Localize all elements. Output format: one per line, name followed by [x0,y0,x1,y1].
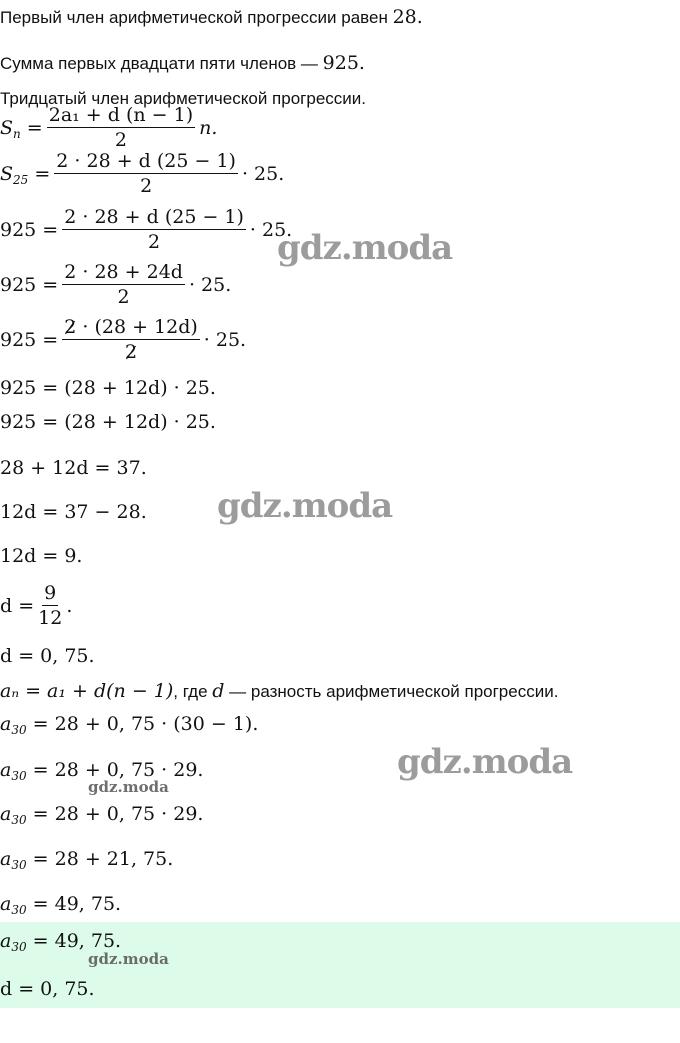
numerator: 2 · 28 + d (25 − 1) [64,206,244,228]
watermark: gdz.moda [88,950,169,968]
watermark: gdz.moda [397,742,573,782]
equation-step-16: $a_{30} = 28 + 0$, 75 · 29. [0,803,204,827]
lhs: 925 = [0,328,59,351]
answer-d: d = 0, 75. [0,978,95,1000]
denominator: 2 [124,341,138,363]
fraction [47,104,195,151]
watermark: gdz.moda [277,228,453,268]
tail: · 25. [241,162,285,185]
intro-text: Первый член арифметической прогрессии равен [0,8,393,27]
tail: · 25. [203,328,247,351]
numerator: 2 · 28 + 24d [64,261,183,283]
formula-sum: $S_n$ = $\frac{\text{2a₁ + d (n − 1)}}{2}$ n. [0,104,218,151]
equation-step-3 [0,206,292,253]
numerator: 2a₁ + d (n − 1) [48,104,194,126]
answer-a30: $a_{30} = 49$, 75. [0,930,122,954]
equation-step-11 [0,582,72,629]
equation-step-4 [0,261,231,308]
text: , где [173,682,213,701]
equation-step-15: $a_{30} = 28 + 0$, 75 · 29. [0,759,204,783]
numerator-rest: · (28 + 12d) [76,316,198,338]
equation-step-10: 12d = 9. [0,545,83,567]
fraction [54,150,238,197]
denominator: 2 [114,129,127,151]
rhs: = 28 + 0, 75 · (30 − 1). [32,713,259,735]
watermark: gdz.moda [217,486,393,526]
formula-general-term [0,680,558,703]
denominator: 2 [148,231,161,253]
rhs: = 28 + 0, 75 · 29. [32,803,204,825]
equation-step-14: $a_{30} = 28 + 0$, 75 · (30 − 1). [0,713,259,737]
equation-step-12: d = 0, 75. [0,645,95,667]
lhs: 925 = [0,218,59,241]
denominator: 2 [117,286,130,308]
formula: aₙ = a₁ + d(n − 1) [0,680,174,702]
intro-text: Сумма первых двадцати пяти членов — [0,54,323,73]
intro-number: 925. [322,52,365,74]
rhs: = 28 + 21, 75. [32,848,174,870]
text: — разность арифметической прогрессии. [224,682,559,701]
equation-step-7: 925 = (28 + 12d) · 25. [0,411,216,433]
intro-number: 28. [392,6,423,28]
tail: · 25. [188,273,232,296]
lhs: d = [0,594,35,617]
denominator: 2 [140,175,153,197]
rhs: = 49, 75. [32,930,122,952]
formula-s25: $S_{25}$ = $\frac{2 \cdot 28 + d (25 - 1)}{2}$ · 25. [0,150,285,197]
equation-step-18: $a_{30} = 49$, 75. [0,893,122,917]
rhs: = 49, 75. [32,893,122,915]
numerator: 9 [44,582,57,604]
lhs: 925 = [0,273,59,296]
equation-step-6: 925 = (28 + 12d) · 25. [0,377,216,399]
denominator: 12 [38,607,63,629]
tail: · 25. [249,218,293,241]
equation-step-17: $a_{30} = 28 + 21$, 75. [0,848,174,872]
equation-step-8: 28 + 12d = 37. [0,457,147,479]
rhs: = 28 + 0, 75 · 29. [32,759,204,781]
symbol-d: d [212,680,225,702]
fraction [62,261,185,308]
equation-step-9: 12d = 37 − 28. [0,501,147,523]
symbol-s: $S_{25}$ [0,162,29,187]
symbol-s: $S_n$ [0,116,21,141]
tail: . [66,594,73,617]
intro-line-1 [0,6,423,29]
fraction [38,582,62,629]
cancelled-two: 2 [64,316,77,338]
watermark: gdz.moda [88,778,169,796]
intro-text: Тридцатый член арифметической прогрессии. [0,89,366,108]
numerator [62,316,200,340]
intro-line-2 [0,52,365,75]
tail: n. [199,116,218,139]
fraction [62,316,200,363]
equation-step-5 [0,316,246,363]
numerator: 2 · 28 + d (25 − 1) [56,150,236,172]
fraction [62,206,246,253]
